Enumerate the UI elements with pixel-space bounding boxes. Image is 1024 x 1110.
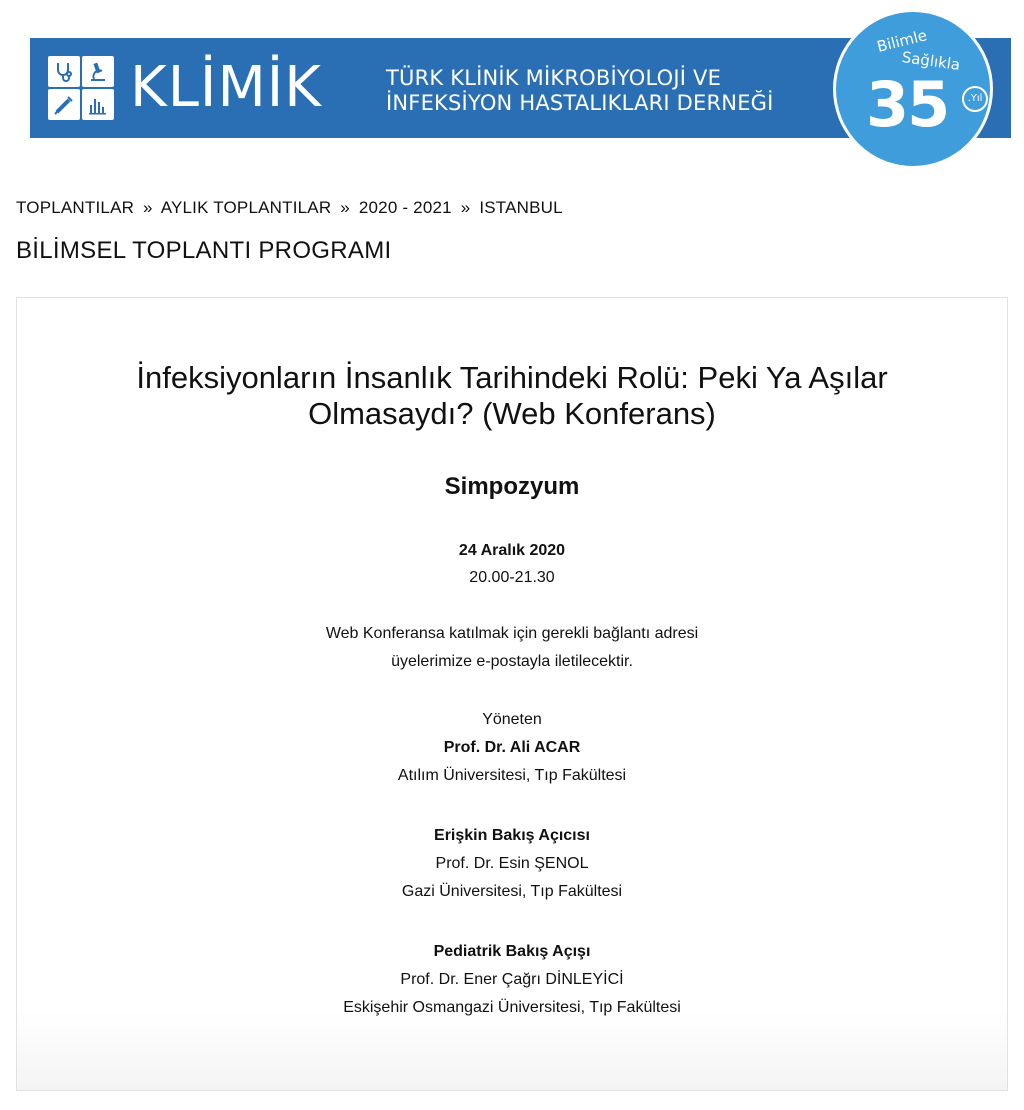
moderator-role: Yöneten: [482, 711, 542, 728]
microscope-icon: [82, 56, 114, 87]
event-time: 20.00-21.30: [469, 569, 555, 586]
event-title-line2: Olmasaydı? (Web Konferans): [308, 396, 716, 431]
talk-affiliation: Gazi Üniversitesi, Tıp Fakültesi: [401, 883, 623, 900]
talk-title: Pediatrik Bakış Açışı: [433, 943, 591, 960]
breadcrumb-separator: »: [460, 198, 471, 217]
association-name-line2: İNFEKSİYON HASTALIKLARI DERNEĞİ: [386, 91, 774, 115]
breadcrumb-item-year[interactable]: 2020 - 2021: [358, 198, 452, 217]
event-title-line1: İnfeksiyonların İnsanlık Tarihindeki Rolü: Peki Ya Aşılar: [136, 360, 888, 395]
breadcrumb-item-toplantilar[interactable]: TOPLANTILAR: [16, 198, 135, 217]
brand-logo-text[interactable]: KLİMİK: [130, 55, 322, 120]
anniversary-badge: [833, 9, 993, 169]
syringe-icon: [48, 89, 80, 120]
breadcrumb-item-city[interactable]: ISTANBUL: [479, 198, 563, 217]
event-note-line2: üyelerimize e-postayla iletilecektir.: [391, 653, 633, 670]
moderator-affiliation: Atılım Üniversitesi, Tıp Fakültesi: [397, 767, 627, 784]
badge-number: 35: [866, 68, 949, 141]
breadcrumb-item-aylik-toplantilar[interactable]: AYLIK TOPLANTILAR: [160, 198, 332, 217]
association-name-line1: TÜRK KLİNİK MİKROBİYOLOJİ VE: [386, 66, 722, 90]
event-note-line1: Web Konferansa katılmak için gerekli bağlantı adresi: [325, 625, 699, 642]
event-program-panel: [16, 297, 1008, 1091]
event-title: [17, 360, 1007, 432]
talk-title: Erişkin Bakış Açıcısı: [434, 827, 590, 844]
badge-line2: Sağlıkla: [900, 48, 962, 74]
chart-bars-icon: [82, 89, 114, 120]
talk-affiliation: Eskişehir Osmangazi Üniversitesi, Tıp Fakültesi: [343, 999, 681, 1016]
event-type: Simpozyum: [444, 473, 580, 500]
stethoscope-icon: [48, 56, 80, 87]
association-name: [386, 66, 774, 116]
moderator-name: Prof. Dr. Ali ACAR: [443, 739, 581, 756]
talk-speaker: Prof. Dr. Ener Çağrı DİNLEYİCİ: [400, 971, 624, 988]
badge-year-suffix: .Yıl: [962, 86, 988, 112]
breadcrumb-separator: »: [340, 198, 350, 217]
talk-speaker: Prof. Dr. Esin ŞENOL: [435, 855, 589, 872]
logo-icon-grid: [48, 56, 114, 120]
breadcrumb: [16, 198, 563, 218]
breadcrumb-separator: »: [143, 198, 153, 217]
event-date: 24 Aralık 2020: [458, 542, 566, 559]
page-title: BİLİMSEL TOPLANTI PROGRAMI: [16, 237, 392, 264]
badge-line1: Bilimle: [875, 26, 929, 56]
